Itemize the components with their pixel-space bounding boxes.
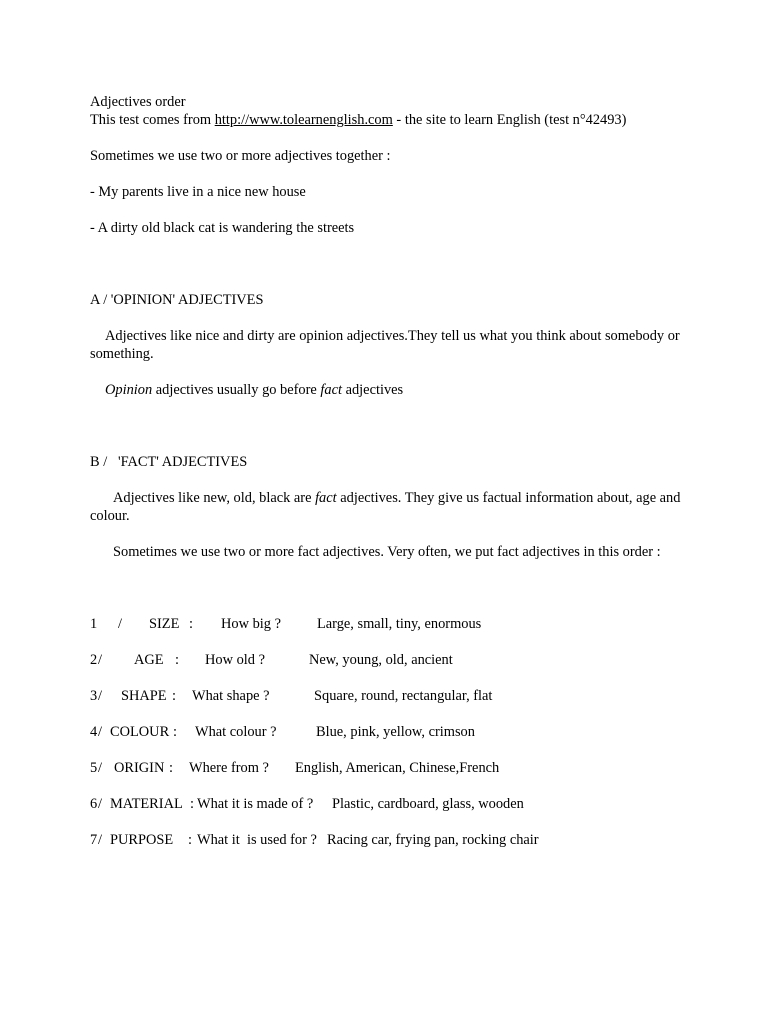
fact-italic: fact xyxy=(320,382,342,398)
order-examples: English, American, Chinese,French xyxy=(295,760,500,776)
order-num: 1 xyxy=(90,616,98,632)
order-examples: Racing car, frying pan, rocking chair xyxy=(327,832,539,848)
order-name: AGE xyxy=(134,652,164,668)
order-row-purpose: 7 / PURPOSE : What it is used for ? Racing car, frying pan, rocking chair xyxy=(90,832,539,848)
fact-italic-2: fact xyxy=(315,490,337,506)
order-question: What it is used for ? xyxy=(197,832,317,848)
intro-text: Sometimes we use two or more adjectives together : xyxy=(90,148,391,164)
order-name: SHAPE xyxy=(121,688,167,704)
order-name: MATERIAL xyxy=(110,796,183,812)
order-question: How big ? xyxy=(221,616,281,632)
section-b-paragraph-2: Sometimes we use two or more fact adjectives. Very often, we put fact adjectives in this order : xyxy=(113,544,661,560)
section-a-paragraph-1: Adjectives like nice and dirty are opinion adjectives.They tell us what you think about somebody or something. xyxy=(90,328,684,362)
order-examples: Large, small, tiny, enormous xyxy=(317,616,482,632)
order-name: PURPOSE xyxy=(110,832,174,848)
source-suffix: - the site to learn English (test n°42493) xyxy=(392,112,627,128)
section-a-paragraph-2 xyxy=(90,381,690,399)
order-num: 5 xyxy=(90,760,98,776)
source-prefix: This test comes from xyxy=(90,112,215,128)
order-question: How old ? xyxy=(205,652,265,668)
order-row-shape: 3 / SHAPE : What shape ? Square, round, rectangular, flat xyxy=(90,688,493,704)
order-row-origin: 5 / ORIGIN : Where from ? English, American, Chinese,French xyxy=(90,760,500,776)
order-row-size: 1 / SIZE : How big ? Large, small, tiny, enormous xyxy=(90,616,482,632)
order-question: What shape ? xyxy=(192,688,270,704)
section-a-paragraph-2-middle: adjectives usually go before xyxy=(152,382,321,398)
order-row-material: 6 / MATERIAL : What it is made of ? Plastic, cardboard, glass, wooden xyxy=(90,796,524,812)
source-line xyxy=(90,111,690,129)
source-link[interactable]: http://www.tolearnenglish.com xyxy=(214,112,393,128)
order-examples: Square, round, rectangular, flat xyxy=(314,688,493,704)
order-examples: New, young, old, ancient xyxy=(309,652,453,668)
section-b-paragraph-1-end: adjectives. They give us factual information about, age and colour. xyxy=(90,490,685,524)
document-title: Adjectives order xyxy=(90,94,186,110)
section-b-paragraph-1 xyxy=(90,489,690,525)
example-sentence-2: - A dirty old black cat is wandering the streets xyxy=(90,220,355,236)
order-num: 6 xyxy=(90,796,98,812)
order-num: 2 xyxy=(90,652,98,668)
order-num: 4 xyxy=(90,724,98,740)
order-row-age: 2 / AGE : How old ? New, young, old, ancient xyxy=(90,652,453,668)
order-name: SIZE xyxy=(149,616,180,632)
order-num: 7 xyxy=(90,832,98,848)
order-name: COLOUR xyxy=(110,724,170,740)
order-question: What colour ? xyxy=(195,724,277,740)
section-a-paragraph-2-end: adjectives xyxy=(342,382,404,398)
order-question: Where from ? xyxy=(189,760,269,776)
order-examples: Blue, pink, yellow, crimson xyxy=(316,724,475,740)
order-name: ORIGIN xyxy=(114,760,165,776)
adjective-order-list xyxy=(90,615,690,849)
order-num: 3 xyxy=(90,688,98,704)
order-question: What it is made of ? xyxy=(197,796,314,812)
section-a-heading: A / 'OPINION' ADJECTIVES xyxy=(90,292,264,308)
example-sentence-1: - My parents live in a nice new house xyxy=(90,184,306,200)
opinion-italic: Opinion xyxy=(105,382,153,398)
section-b-paragraph-1-start: Adjectives like new, old, black are xyxy=(113,490,316,506)
order-examples: Plastic, cardboard, glass, wooden xyxy=(332,796,524,812)
order-row-colour: 4 / COLOUR : What colour ? Blue, pink, yellow, crimson xyxy=(90,724,475,740)
section-b-heading: B / 'FACT' ADJECTIVES xyxy=(90,454,248,470)
document-page xyxy=(90,93,690,849)
